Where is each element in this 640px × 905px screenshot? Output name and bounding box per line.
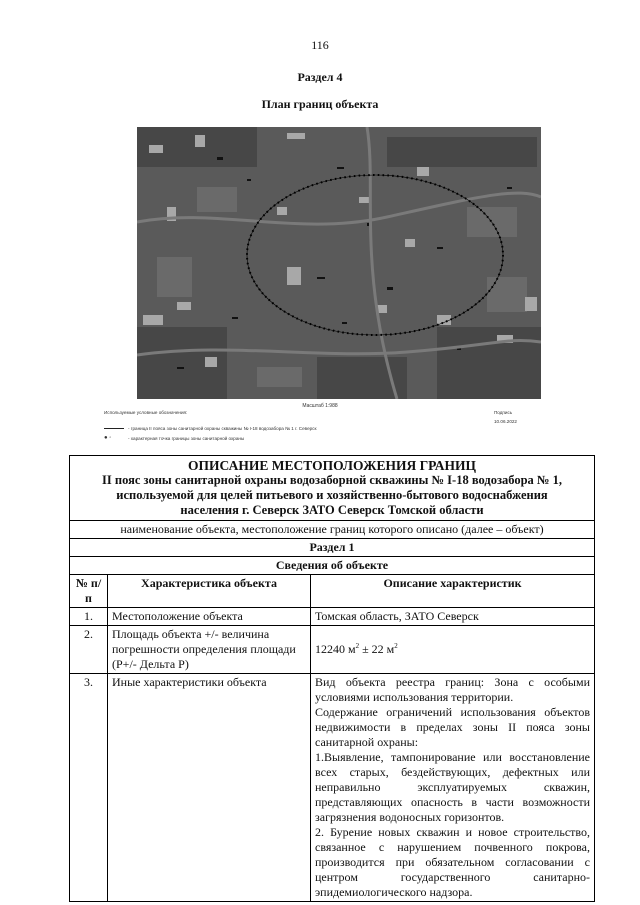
- row-value-other: [311, 674, 595, 902]
- table-row: [70, 674, 595, 902]
- column-header-num: № п/п: [70, 575, 108, 608]
- paragraph: Содержание ограничений использования объектов недвижимости в пределах зоны II пояса зоны санитарной охраны:: [315, 705, 590, 749]
- object-note: наименование объекта, местоположение границ которого описано (далее – объект): [70, 521, 595, 539]
- plan-title: План границ объекта: [261, 97, 379, 111]
- description-subtitle-line: II пояс зоны санитарной охраны водозаборной скважины № I-18 водозабора № 1,: [102, 473, 562, 487]
- row-value-area: [311, 626, 595, 674]
- map-image: [137, 127, 541, 399]
- description-table: [69, 455, 595, 902]
- section-label: Раздел 1: [70, 539, 595, 557]
- legend-title: Используемые условные обозначения:: [104, 410, 188, 415]
- description-header: [70, 456, 595, 521]
- legend-item-label: - граница II пояса зоны санитарной охраны скважины № I-18 водозабора № 1 г. Северск: [128, 426, 317, 431]
- table-row: [70, 608, 595, 626]
- signature-label: Подпись: [494, 410, 513, 415]
- signature-date: 10.06.2022: [494, 419, 517, 424]
- area-value: 12240 м: [315, 642, 356, 656]
- error-unit-sup: 2: [394, 642, 398, 650]
- paragraph: 1.Выявление, тампонирование или восстановление всех старых, бездействующих, дефектных или неправильно эксплуатируемых скважин, представляющих опасность в части возможности загрязнения водоносных горизонтов.: [315, 750, 590, 824]
- row-characteristic: Площадь объекта +/- величина погрешности определения площади (Р+/- Дельта Р): [108, 626, 311, 674]
- boundary-line-icon: [104, 428, 124, 429]
- legend-item-label: - характерная точка границы зоны санитарной охраны: [128, 435, 245, 441]
- page-number: 116: [311, 38, 329, 52]
- paragraph: Вид объекта реестра границ: Зона с особыми условиями использования территории.: [315, 675, 590, 704]
- description-title: ОПИСАНИЕ МЕСТОПОЛОЖЕНИЯ ГРАНИЦ: [188, 458, 476, 473]
- row-value: Томская область, ЗАТО Северск: [311, 608, 595, 626]
- legend-item-point: [104, 435, 244, 441]
- column-header-characteristic: Характеристика объекта: [108, 575, 311, 608]
- area-error: ± 22 м: [359, 642, 395, 656]
- row-num: 1.: [70, 608, 108, 626]
- section-heading: Сведения об объекте: [70, 557, 595, 575]
- description-subtitle-line: населения г. Северск ЗАТО Северск Томской области: [180, 503, 484, 517]
- column-header-description: Описание характеристик: [311, 575, 595, 608]
- map-scale: Масштаб 1:988: [302, 403, 338, 409]
- description-subtitle-line: используемой для целей питьевого и хозяйственно-бытового водоснабжения: [116, 488, 548, 502]
- row-num: 2.: [70, 626, 108, 674]
- row-characteristic: Местоположение объекта: [108, 608, 311, 626]
- section-title: Раздел 4: [297, 70, 343, 84]
- legend-item-boundary: [104, 426, 316, 431]
- table-row: [70, 626, 595, 674]
- row-num: 3.: [70, 674, 108, 902]
- point-icon: ● ◦: [104, 435, 112, 441]
- paragraph: 2. Бурение новых скважин и новое строительство, связанное с нарушением почвенного покрова, производится при обязательном согласовании с центром государственного санитарно-эпидемиологического надзора.: [315, 825, 590, 899]
- signature-block: [494, 410, 517, 428]
- row-characteristic: Иные характеристики объекта: [108, 674, 311, 902]
- area-unit-sup: 2: [355, 642, 360, 650]
- boundary-map: [137, 127, 541, 399]
